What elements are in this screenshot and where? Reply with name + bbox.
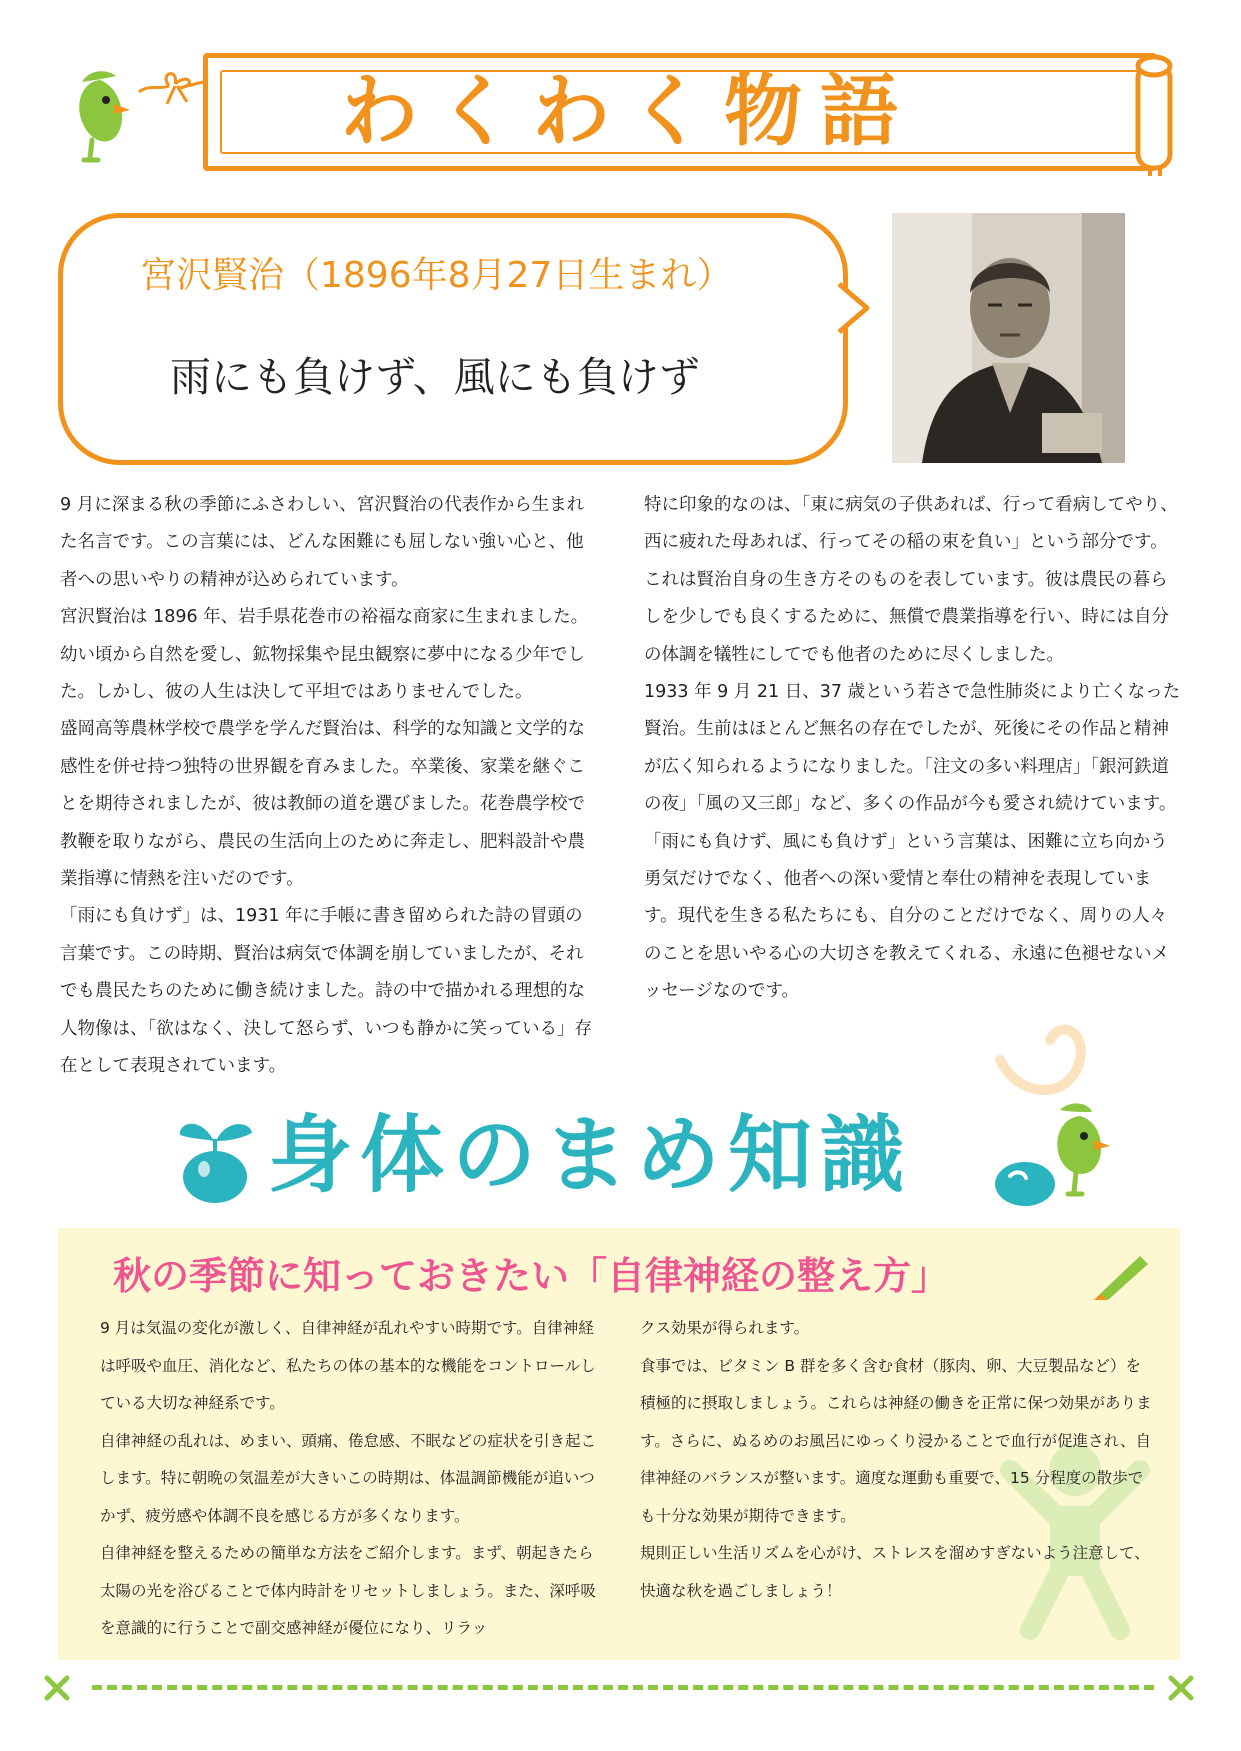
page-title: わくわく物語 [340, 67, 917, 157]
cross-mark-icon [44, 1675, 70, 1701]
tips-paragraph: クス効果が得られます。 [640, 1319, 810, 1337]
story-paragraph: 「雨にも負けず、風にも負けず」という言葉は、困難に立ち向かう勇気だけでなく、他者への深い愛情と奉仕の精神を表現しています。現代を生きる私たちにも、自分のことだけでなく、周りの人々のことを思いやる心の大切さを教えてくれる、永遠に色褪せないメッセージなのです。 [644, 831, 1169, 1002]
footer-dashed-line [92, 1685, 1154, 1690]
story-paragraph: 特に印象的なのは、「東に病気の子供あれば、行って看病してやり、西に疲れた母あれば、行ってその稲の束を負い」という部分です。これは賢治自身の生き方そのものを表しています。彼は農民の暮らしを少しでも良くするために、無償で農業指導を行い、時には自分の体調を犠牲にしてでも他者のために尽くしました。 [644, 495, 1178, 665]
pencil-icon [1092, 1250, 1152, 1300]
story-paragraph: 「雨にも負けず」は、1931 年に手帳に書き留められた詩の冒頭の言葉です。この時期、賢治は病気で体調を崩していましたが、それでも農民たちのために働き続けました。詩の中で描かれる理想的な人物像は、「欲はなく、決して怒らず、いつも静かに笑っている」存在として表現されています。 [60, 906, 592, 1077]
tips-paragraph: 食事では、ビタミン B 群を多く含む食材（豚肉、卵、大豆製品など）を積極的に摂取しましょう。これらは神経の働きを正常に保つ効果があります。さらに、ぬるめのお風呂にゆっくり浸かることで血行が促進され、自律神経のバランスが整います。適度な運動も重要で、15 分程度の散歩でも十分な効果が期待できます。 [640, 1356, 1152, 1525]
tips-paragraph: 規則正しい生活リズムを心がけ、ストレスを溜めすぎないよう注意して、快適な秋を過ごしましょう！ [640, 1544, 1150, 1600]
story-paragraph: 宮沢賢治は 1896 年、岩手県花巻市の裕福な商家に生まれました。幼い頃から自然を愛し、鉱物採集や昆虫観察に夢中になる少年でした。しかし、彼の人生は決して平坦ではありませんでした。 [60, 607, 589, 703]
feature-quote: 雨にも負けず、風にも負けず [170, 353, 700, 401]
portrait-photo [892, 213, 1125, 463]
tips-paragraph: 自律神経を整えるための簡単な方法をご紹介します。まず、朝起きたら太陽の光を浴びることで体内時計をリセットしましょう。また、深呼吸を意識的に行うことで副交感神経が優位になり、リラッ [100, 1544, 596, 1637]
story-paragraph: 1933 年 9 月 21 日、37 歳という若さで急性肺炎により亡くなった賢治。生前はほとんど無名の存在でしたが、死後にその作品と精神が広く知られるようになりました。「注文の多い料理店」「銀河鉄道の夜」「風の又三郎」など、多くの作品が今も愛され続けています。 [644, 682, 1181, 815]
story-paragraph: 盛岡高等農林学校で農学を学んだ賢治は、科学的な知識と文学的な感性を併せ持つ独特の世界観を育みました。卒業後、家業を継ぐことを期待されましたが、彼は教師の道を選びました。花巻農学校で教鞭を取りながら、農民の生活向上のために奔走し、肥料設計や農業指導に情熱を注いだのです。 [60, 719, 585, 890]
cross-mark-icon [1168, 1675, 1194, 1701]
scroll-icon [1130, 50, 1190, 180]
ribbon-icon [135, 62, 205, 112]
story-paragraph: 9 月に深まる秋の季節にふさわしい、宮沢賢治の代表作から生まれた名言です。この言葉には、どんな困難にも屈しない強い心と、他者への思いやりの精神が込められています。 [60, 495, 585, 590]
panel-title: 秋の季節に知っておきたい「自律神経の整え方」 [113, 1254, 950, 1298]
bubble-tail [835, 278, 871, 338]
sprout-bean-icon [170, 1105, 260, 1205]
tips-left-column [100, 1310, 605, 1648]
feature-name: 宮沢賢治（1896年8月27日生まれ） [140, 255, 733, 296]
tips-paragraph: 自律神経の乱れは、めまい、頭痛、倦怠感、不眠などの症状を引き起こします。特に朝晩の気温差が大きいこの時期は、体温調節機能が追いつかず、疲労感や体調不良を感じる方が多くなります。 [100, 1431, 597, 1525]
tips-right-column [640, 1310, 1155, 1610]
faint-swirl-decoration [990, 1000, 1100, 1110]
story-left-column [60, 487, 600, 1086]
section-title: 身体のまめ知識 [268, 1106, 913, 1204]
bird-icon [1040, 1100, 1120, 1210]
story-right-column [644, 487, 1184, 1011]
tips-paragraph: 9 月は気温の変化が激しく、自律神経が乱れやすい時期です。自律神経は呼吸や血圧、消化など、私たちの体の基本的な機能をコントロールしている大切な神経系です。 [100, 1319, 596, 1412]
